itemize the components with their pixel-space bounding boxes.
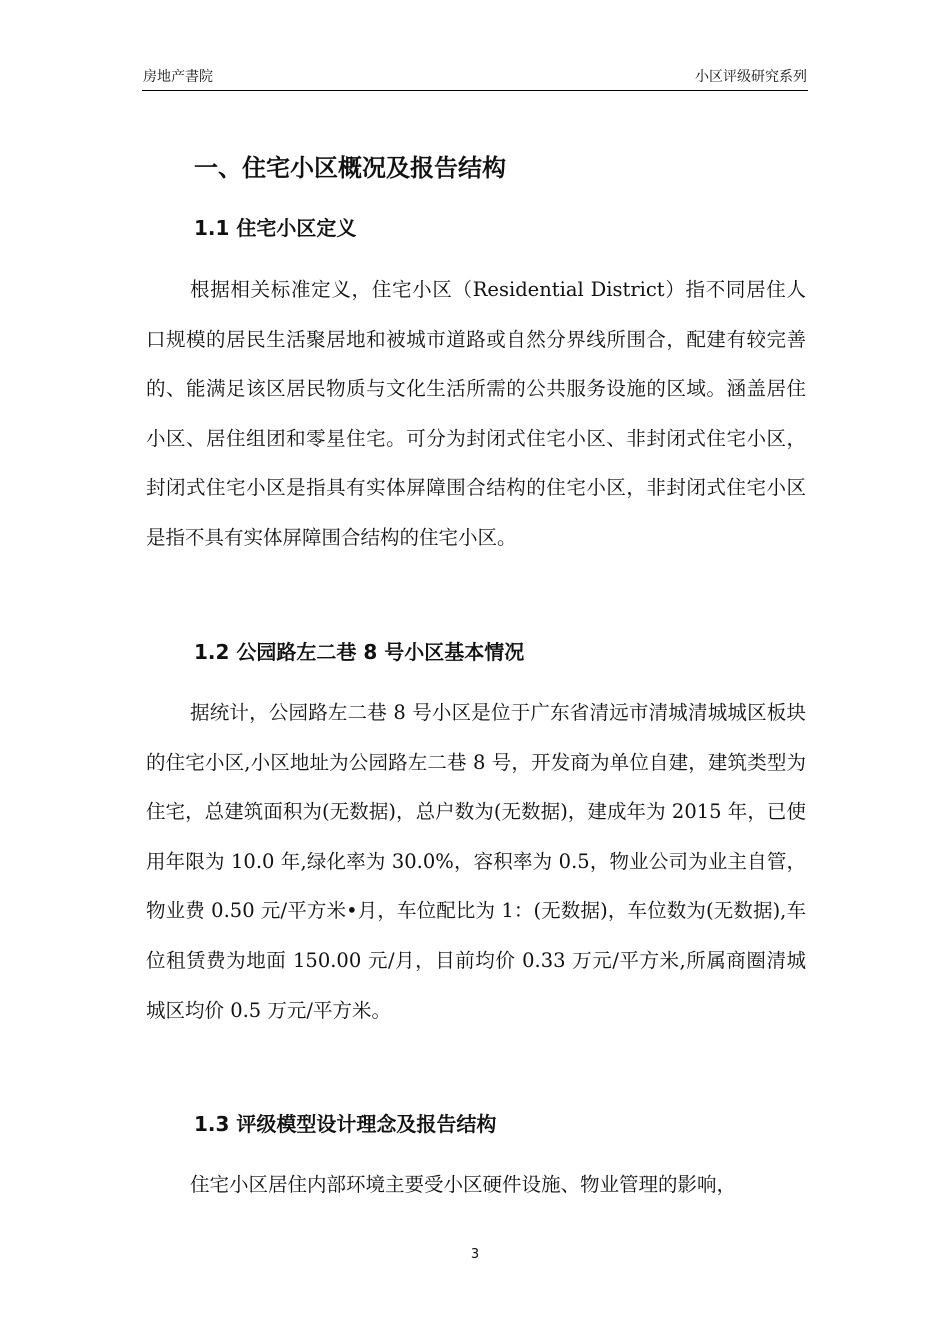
paragraph-model-design: 住宅小区居住内部环境主要受小区硬件设施、物业管理的影响， [190, 1173, 737, 1196]
subsection-title-1-3: 1.3 评级模型设计理念及报告结构 [194, 1112, 497, 1136]
subsection-title-1-1: 1.1 住宅小区定义 [194, 216, 357, 240]
page-number: 3 [470, 1247, 480, 1262]
header-left-text: 房地产書院 [143, 69, 213, 85]
header-divider [142, 90, 808, 91]
paragraph-basic-info: 据统计，公园路左二巷 8 号小区是位于广东省清远市清城清城城区板块的住宅小区,小区地址为公园路左二巷 8 号，开发商为单位自建，建筑类型为住宅，总建筑面积为(无数据)，总户数为(无数据)，建成年为 2015 年，已使用年限为 10.0 年,绿化率为 30.0%，容积率为 0.5，物业公司为业主自管，物业费 0.50 元/平方米•月，车位配比为 1：(无数据)，车位数为(无数据),车位租赁费为地面 150.00 元/月，目前均价 0.33 万元/平方米,所属商圈清城城区均价 0.5 万元/平方米。 [146, 701, 806, 1022]
section-title: 一、住宅小区概况及报告结构 [194, 154, 506, 182]
subsection-title-1-2: 1.2 公园路左二巷 8 号小区基本情况 [194, 640, 525, 664]
header-right-text: 小区评级研究系列 [695, 69, 807, 85]
paragraph-definition: 根据相关标准定义，住宅小区（Residential District）指不同居住人口规模的居民生活聚居地和被城市道路或自然分界线所围合，配建有较完善的、能满足该区居民物质与文化生活所需的公共服务设施的区域。涵盖居住小区、居住组团和零星住宅。可分为封闭式住宅小区、非封闭式住宅小区，封闭式住宅小区是指具有实体屏障围合结构的住宅小区，非封闭式住宅小区是指不具有实体屏障围合结构的住宅小区。 [146, 278, 806, 549]
